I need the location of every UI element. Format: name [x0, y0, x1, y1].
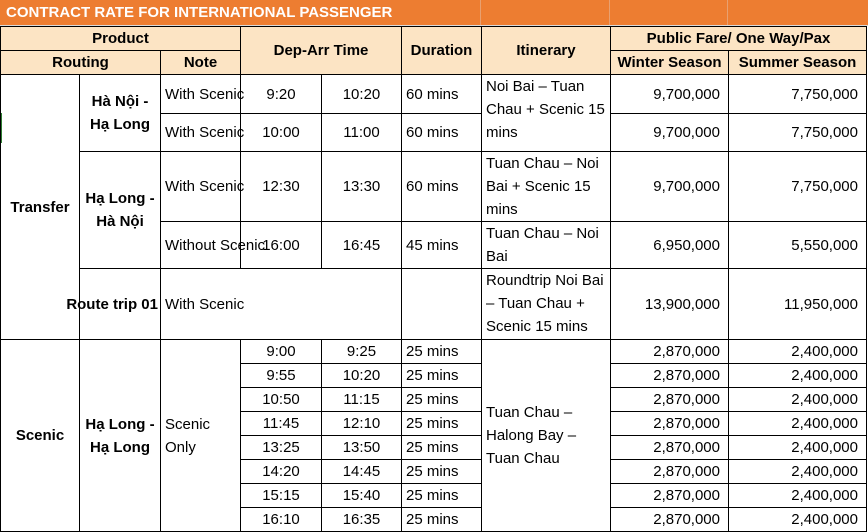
arr-time: 9:25: [322, 340, 402, 364]
winter-fare: 9,700,000: [611, 152, 729, 222]
dep-time: 11:45: [241, 412, 322, 436]
table-row: [1, 269, 867, 340]
summer-fare: 2,400,000: [729, 484, 867, 508]
routing-halong-halong: Hạ Long - Hạ Long: [80, 340, 161, 532]
arr-time: 15:40: [322, 484, 402, 508]
header-duration: Duration: [402, 27, 482, 75]
header-itinerary: Itinerary: [482, 27, 611, 75]
duration-cell: 60 mins: [402, 152, 482, 222]
winter-fare: 9,700,000: [611, 75, 729, 114]
duration-cell: 25 mins: [402, 436, 482, 460]
note-cell: With Scenic: [161, 269, 322, 340]
summer-fare: 11,950,000: [729, 269, 867, 340]
summer-fare: 2,400,000: [729, 364, 867, 388]
dep-time: 16:00: [241, 222, 322, 269]
dep-time: 9:20: [241, 75, 322, 114]
gridline: [480, 0, 481, 25]
arr-time: 13:30: [322, 152, 402, 222]
winter-fare: 9,700,000: [611, 114, 729, 152]
duration-cell: 25 mins: [402, 484, 482, 508]
transfer-label: Transfer: [1, 75, 80, 340]
duration-cell: 25 mins: [402, 412, 482, 436]
arr-time: 11:00: [322, 114, 402, 152]
winter-fare: 2,870,000: [611, 508, 729, 532]
summer-fare: 2,400,000: [729, 436, 867, 460]
header-routing: Routing: [1, 51, 161, 75]
summer-fare: 7,750,000: [729, 152, 867, 222]
scenic-itinerary: Tuan Chau – Halong Bay – Tuan Chau: [482, 340, 611, 532]
header-winter-season: Winter Season: [611, 51, 729, 75]
routing-halong-hanoi: Hạ Long - Hà Nội: [80, 152, 161, 269]
summer-fare: 7,750,000: [729, 114, 867, 152]
gridline: [609, 0, 610, 25]
duration-cell: 25 mins: [402, 340, 482, 364]
dep-time: 13:25: [241, 436, 322, 460]
summer-fare: 2,400,000: [729, 460, 867, 484]
arr-time: 12:10: [322, 412, 402, 436]
arr-time: 13:50: [322, 436, 402, 460]
arr-time: 14:45: [322, 460, 402, 484]
arr-time: 10:20: [322, 75, 402, 114]
dep-time: 9:00: [241, 340, 322, 364]
winter-fare: 2,870,000: [611, 364, 729, 388]
winter-fare: 2,870,000: [611, 412, 729, 436]
dep-time: 10:50: [241, 388, 322, 412]
duration-cell: 25 mins: [402, 364, 482, 388]
summer-fare: 2,400,000: [729, 340, 867, 364]
note-cell: Without Scenic: [161, 222, 241, 269]
arr-time: 11:15: [322, 388, 402, 412]
itinerary-cell: Noi Bai – Tuan Chau + Scenic 15 mins: [482, 75, 611, 152]
empty-cell: [402, 269, 482, 340]
table-row: [1, 340, 867, 364]
sheet-title-bar: [0, 0, 868, 26]
dep-time: 10:00: [241, 114, 322, 152]
winter-fare: 2,870,000: [611, 460, 729, 484]
summer-fare: 2,400,000: [729, 412, 867, 436]
header-summer-season: Summer Season: [729, 51, 867, 75]
dep-time: 16:10: [241, 508, 322, 532]
itinerary-cell: Tuan Chau – Noi Bai + Scenic 15 mins: [482, 152, 611, 222]
winter-fare: 13,900,000: [611, 269, 729, 340]
rate-table: [0, 26, 867, 532]
empty-cell: [322, 269, 402, 340]
table-row: [1, 152, 867, 222]
routing-hanoi-halong: Hà Nội - Hạ Long: [80, 75, 161, 152]
winter-fare: 6,950,000: [611, 222, 729, 269]
itinerary-cell: Tuan Chau – Noi Bai: [482, 222, 611, 269]
gridline: [727, 0, 728, 25]
duration-cell: 25 mins: [402, 460, 482, 484]
duration-cell: 45 mins: [402, 222, 482, 269]
header-public-fare: Public Fare/ One Way/Pax: [611, 27, 867, 51]
duration-cell: 25 mins: [402, 508, 482, 532]
winter-fare: 2,870,000: [611, 484, 729, 508]
sheet-title: CONTRACT RATE FOR INTERNATIONAL PASSENGER: [6, 4, 393, 21]
note-cell: With Scenic: [161, 114, 241, 152]
dep-time: 9:55: [241, 364, 322, 388]
arr-time: 16:35: [322, 508, 402, 532]
scenic-note: Scenic Only: [161, 340, 241, 532]
duration-cell: 60 mins: [402, 75, 482, 114]
itinerary-cell: Roundtrip Noi Bai – Tuan Chau + Scenic 15 mins: [482, 269, 611, 340]
winter-fare: 2,870,000: [611, 436, 729, 460]
summer-fare: 7,750,000: [729, 75, 867, 114]
dep-time: 14:20: [241, 460, 322, 484]
scenic-label: Scenic: [1, 340, 80, 532]
summer-fare: 2,400,000: [729, 508, 867, 532]
summer-fare: 5,550,000: [729, 222, 867, 269]
table-row: [1, 75, 867, 114]
duration-cell: 25 mins: [402, 388, 482, 412]
winter-fare: 2,870,000: [611, 388, 729, 412]
summer-fare: 2,400,000: [729, 388, 867, 412]
arr-time: 10:20: [322, 364, 402, 388]
duration-cell: 60 mins: [402, 114, 482, 152]
header-note: Note: [161, 51, 241, 75]
note-cell: With Scenic: [161, 152, 241, 222]
header-product: Product: [1, 27, 241, 51]
dep-time: 12:30: [241, 152, 322, 222]
dep-time: 15:15: [241, 484, 322, 508]
note-cell: With Scenic: [161, 75, 241, 114]
header-dep-arr-time: Dep-Arr Time: [241, 27, 402, 75]
winter-fare: 2,870,000: [611, 340, 729, 364]
routing-route-trip: Route trip 01: [80, 269, 161, 340]
arr-time: 16:45: [322, 222, 402, 269]
